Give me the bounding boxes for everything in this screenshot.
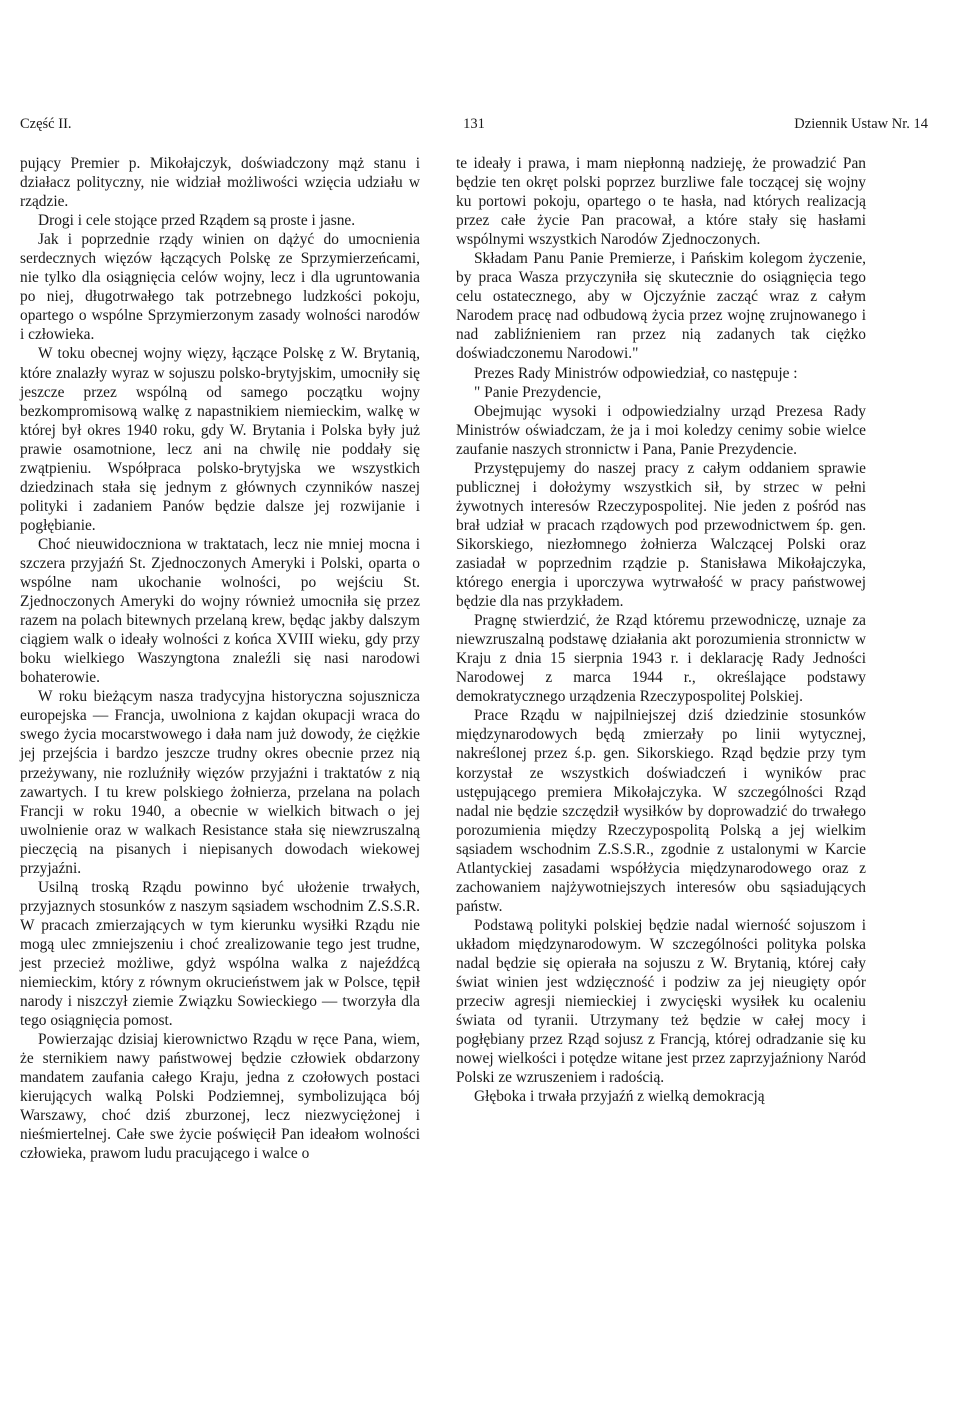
paragraph: Choć nieuwidoczniona w traktatach, lecz nie mniej mocna i szczera przyjaźń St. Zjednoczonych Ameryki i Polski, oparta o wspólne nam ukochanie wolności, po wejściu St. Zjednoczonych Ameryki do wojny również umocniła się przez razem na polach bitewnych przelaną krew, będąc jakby dalszym ciągiem walk o ideały wolności z końca XVIII wieku, gdy przy boku wielkiego Waszyngtona znaleźli się nasi narodowi bohaterowie. [20, 535, 420, 687]
paragraph: Składam Panu Panie Premierze, i Pańskim kolegom życzenie, by praca Wasza przyczyniła się skutecznie do osiągnięcia tego celu ostatecznego, aby w Ojczyźnie zacząć wraz z całym Narodem pracę nad odbudową życia przez wojnę zrujnowanego i nad zabliźnieniem ran przez nią zadanych tak ciężko doświadczonemu Narodowi." [456, 250, 866, 363]
paragraph: te ideały i prawa, i mam niepłonną nadzieję, że prowadzić Pan będzie ten okręt polski poprzez burzliwe fale toczącej się wojny ku portowi pokoju, opartego o te hasła, nad których realizacją przez całe życie Pan pracował, a które stały się hasłami wspólnymi wszystkich Narodów Zjednoczonych. [456, 155, 866, 249]
paragraph: W toku obecnej wojny więzy, łączące Polskę z W. Brytanią, które znalazły wyraz w sojuszu polsko-brytyjskim, umocniły się jeszcze przez wspólną od samego początku wojny bezkompromisową walkę z napastnikiem niemieckim, walkę w której był okres 1940 roku, gdy W. Brytania i Polska były już prawie osamotnione, lecz ani na chwilę nie poddały się zwątpieniu. Współpraca polsko-brytyjska we wszystkich dziedzinach stała się jednym z głównych czynników naszej polityki i zadaniem Panów będzie dalsze jej rozwijanie i pogłębianie. [20, 345, 420, 534]
page-header [20, 116, 928, 138]
paragraph: Prace Rządu w najpilniejszej dziś dziedzinie stosunków międzynarodowych będą zmierzały po linii wytycznej, nakreślonej przez ś.p. gen. Sikorskiego. Rząd będzie przy tym korzystał ze wszystkich doświadczeń i wyników prac ustępującego premiera Mikołajczyka. W szczególności Rząd nadal nie będzie szczędził wysiłków by doprowadzić do trwałego porozumienia między Rzeczypospolitą Polską a jej wielkim sąsiadem wschodnim Z.S.S.R., zgodnie z ustalonymi w Karcie Atlantyckiej zasadami współżycia międzynarodowego oraz z zachowaniem najżywotniejszych interesów obu sąsiadujących państw. [456, 707, 866, 915]
paragraph: " Panie Prezydencie, [474, 383, 602, 401]
header-journal-title: Dziennik Ustaw Nr. 14 [794, 116, 928, 132]
header-part-label: Część II. [20, 116, 72, 132]
paragraph: Prezes Rady Ministrów odpowiedział, co następuje : [474, 364, 798, 382]
paragraph: Jak i poprzednie rządy winien on dążyć do umocnienia serdecznych więzów łączących Polskę ze Sprzymierzeńcami, nie tylko dla osiągnięcia celów wojny, lecz i dla ugruntowania po niej, długotrwałego tak potrzebnego ludzkości pokoju, opartego o wspólne Sprzymierzonym zasady wolności narodów i człowieka. [20, 231, 420, 344]
left-text-column [20, 154, 420, 1163]
paragraph: Usilną troską Rządu powinno być ułożenie trwałych, przyjaznych stosunków z naszym sąsiadem wschodnim Z.S.S.R. W pracach zmierzających w tym kierunku wysiłki Rządu nie mogą ulec zmniejszeniu i choć zrealizowanie tego jest trudne, jest przecież możliwe, gdyż wspólna walka z najeźdźcą niemieckim, który z równym okrucieństwem jak w Polsce, tępił narody i niszczył ziemie Związku Sowieckiego — tworzyła dla tego osiągnięcia pomost. [20, 878, 420, 1030]
right-text-column [456, 154, 866, 1106]
paragraph: Obejmując wysoki i odpowiedzialny urząd Prezesa Rady Ministrów oświadczam, że ja i moi koledzy cenimy sobie wielce zaufanie naszych stronnictw i Pana, Panie Prezydencie. [456, 402, 866, 458]
paragraph: W roku bieżącym nasza tradycyjna historyczna sojusznicza europejska — Francja, uwolniona z kajdan okupacji wraca do swego życia mocarstwowego i dała nam już dowody, że ciężkie jej przejścia i bardzo jeszcze trudny okres obecnie przez nią przeżywany, nie rozluźniły więzów przyjaźni i traktatów z nią zawartych. I tu krew polskiego żołnierza, przelana na polach Francji w roku 1940, a obecnie w wielkich bitwach o jej uwolnienie oraz w walkach Resistance stała się niewzruszalną pieczęcią na pisanych i niepisanych dowodach wiekowej przyjaźni. [20, 688, 420, 877]
paragraph: Głęboka i trwała przyjaźń z wielką demokracją [474, 1088, 765, 1106]
paragraph: Przystępujemy do naszej pracy z całym oddaniem sprawie publicznej i dołożymy wszystkich sił, by strzec w pełni żywotnych interesów Rzeczypospolitej. Nie jeden z pośród nas brał udział w pracach rządowych pod przewodnictwem śp. gen. Sikorskiego, niezłomnego żołnierza Walczącej Polski oraz zasiadał w poprzednim rządzie p. Stanisława Mikołajczyka, którego energia i uporczywa wytrwałość w pracy państwowej będzie dla nas przykładem. [456, 459, 866, 611]
paragraph: Podstawą polityki polskiej będzie nadal wierność sojuszom i układom międzynarodowym. W szczególności polityka polska nadal będzie się opierała na sojuszu z W. Brytanią, której cały świat winien jest wdzięczność i podziw za jej nieugięty opór przeciw agresji niemieckiej i zwycięski wysiłek ku ocaleniu świata od tyranii. Utrzymany też będzie w całej mocy i pogłębiany przez Rząd sojusz z Francją, której odradzanie się ku nowej wielkości i potędze witane jest przez zaprzyjaźniony Naród Polski ze wzruszeniem i radością. [456, 916, 866, 1087]
paragraph: Pragnę stwierdzić, że Rząd któremu przewodniczę, uznaje za niewzruszalną podstawę działania akt porozumienia stronnictw w Kraju z dnia 15 sierpnia 1943 r. i deklarację Rady Jedności Narodowej z marca 1944 r., określające podstawy demokratycznego urządzenia Rzeczypospolitej Polskiej. [456, 612, 866, 706]
page-number: 131 [463, 116, 485, 132]
paragraph: pujący Premier p. Mikołajczyk, doświadczony mąż stanu i działacz polityczny, nie widział możliwości wzięcia udziału w rządzie. [20, 155, 420, 211]
paragraph: Powierzając dzisiaj kierownictwo Rządu w ręce Pana, wiem, że sternikiem nawy państwowej będzie człowiek obdarzony mandatem zaufania całego Kraju, jedna z czołowych postaci kierujących walką Polski Podziemnej, symbolizująca bój Warszawy, choć dziś zburzonej, lecz niezwyciężonej i nieśmiertelnej. Całe swe życie poświęcił Pan ideałom wolności człowieka, prawom ludu pracującego i walce o [20, 1031, 420, 1163]
paragraph: Drogi i cele stojące przed Rządem są proste i jasne. [38, 212, 356, 230]
